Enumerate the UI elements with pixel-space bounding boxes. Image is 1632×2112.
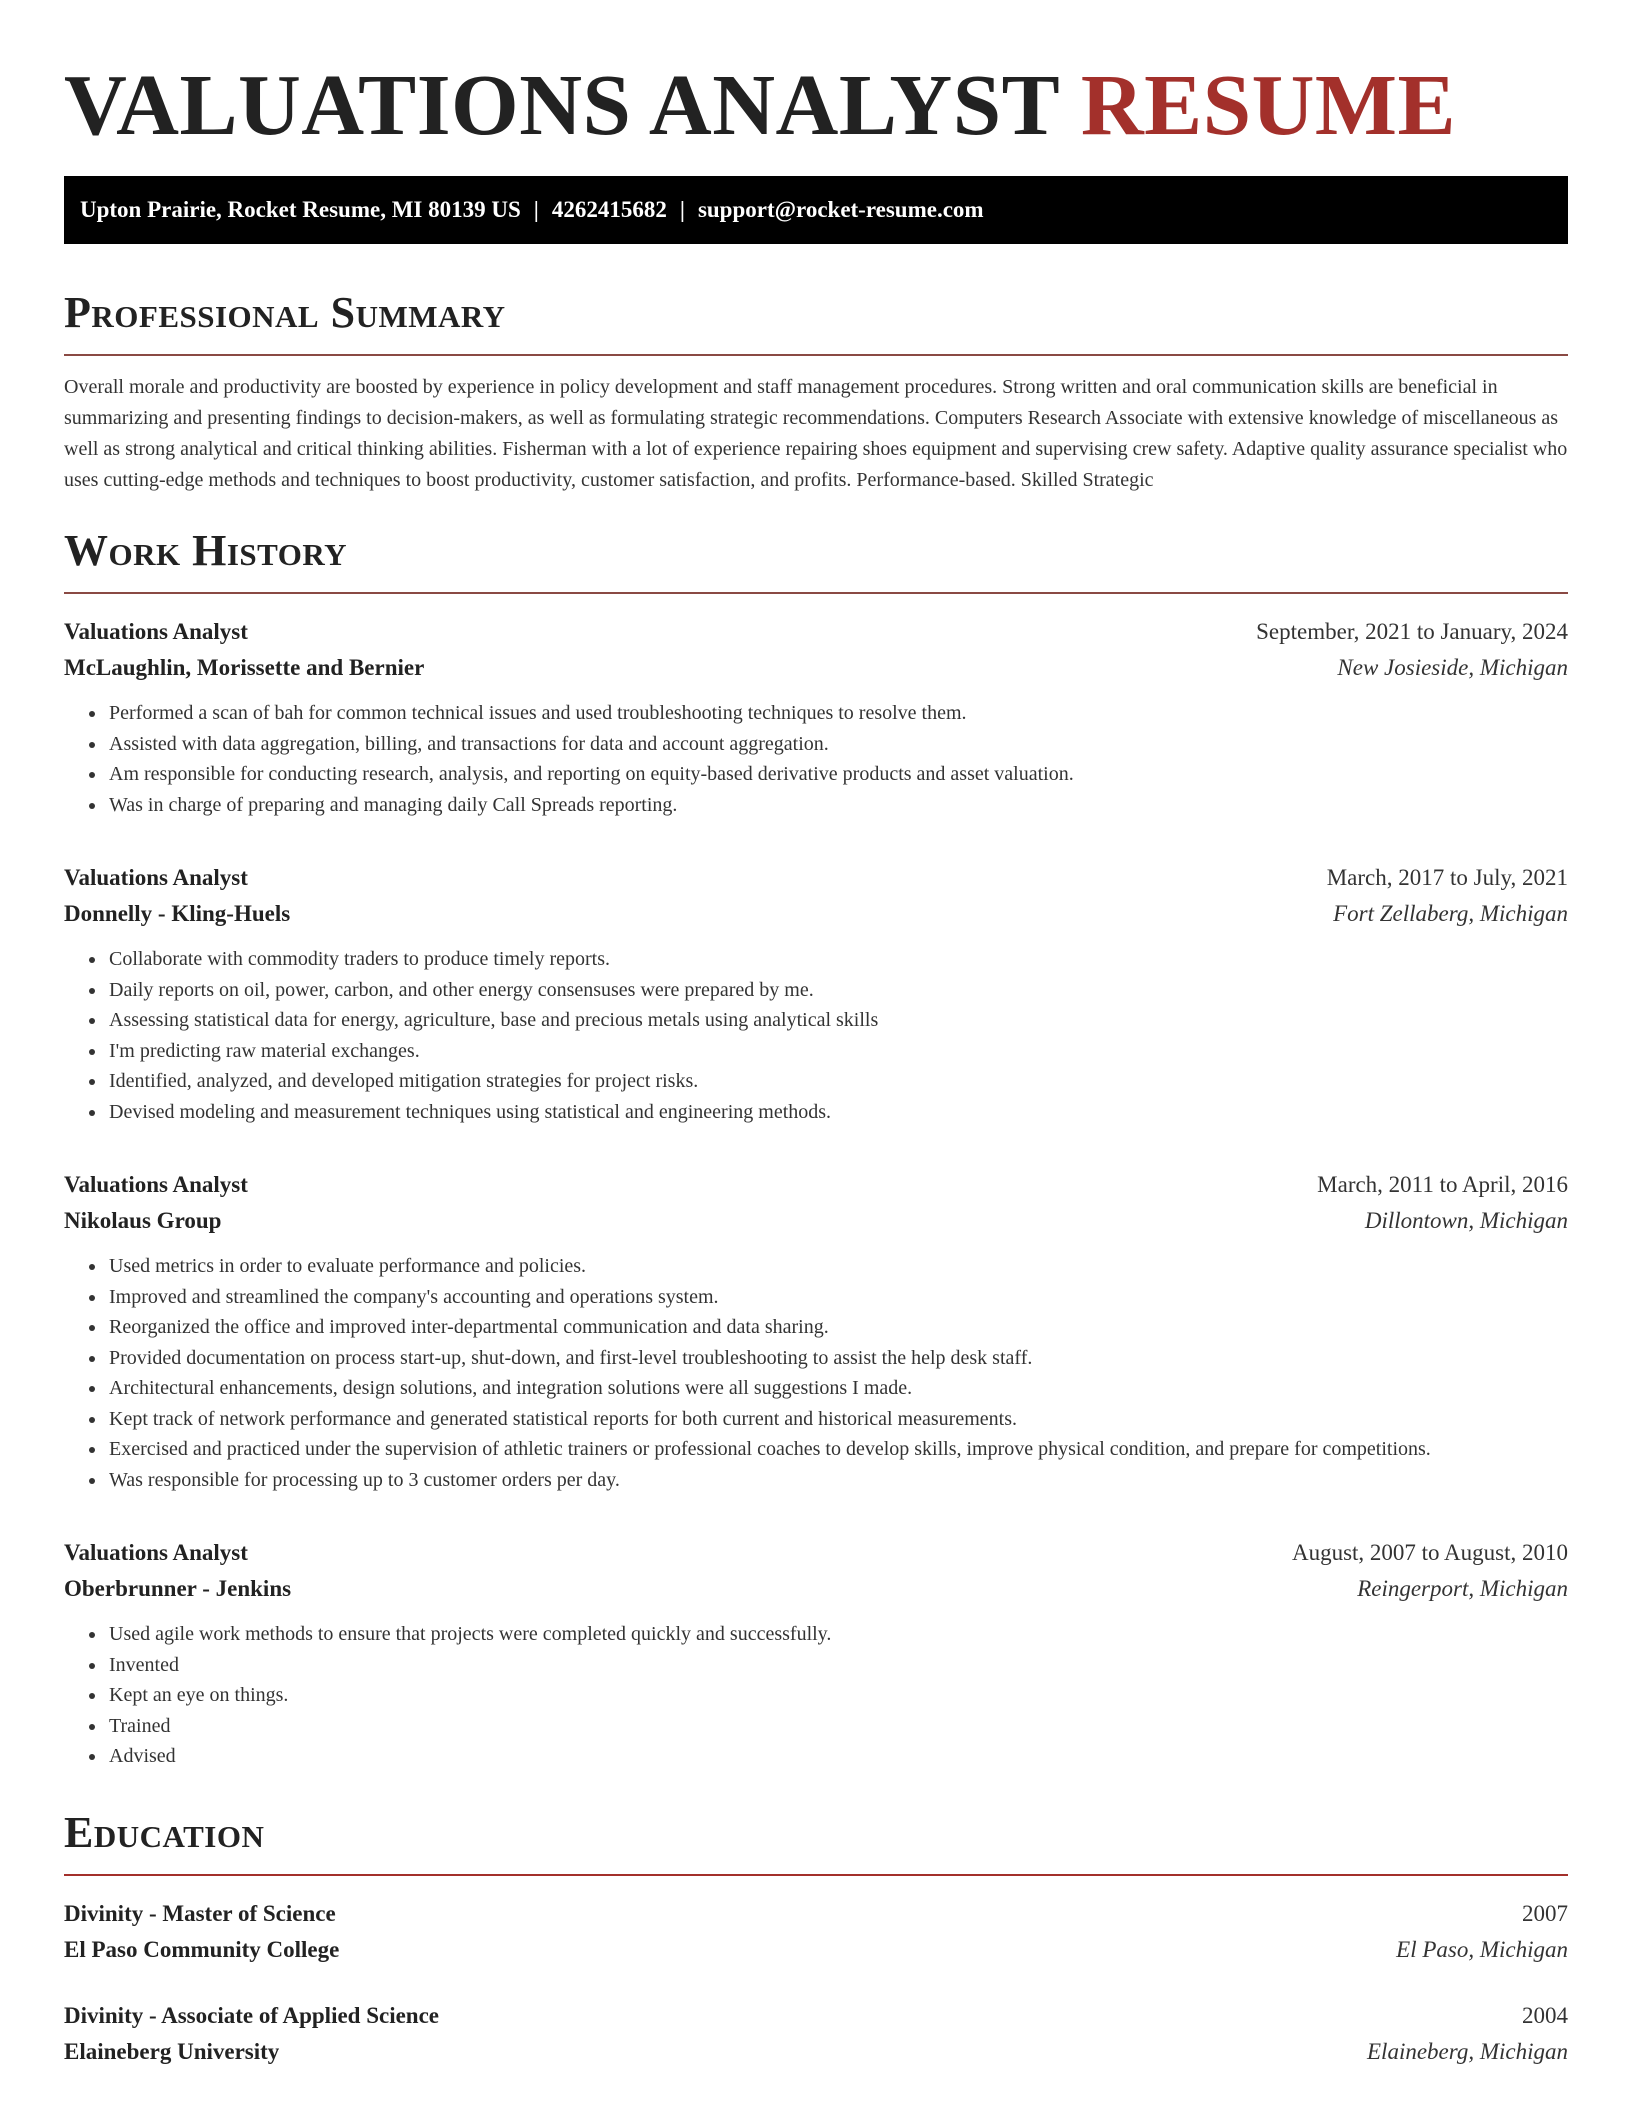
job-location: Dillontown, Michigan <box>1364 1208 1568 1233</box>
job-company-row <box>64 1571 1568 1607</box>
title-accent: RESUME <box>1080 56 1457 153</box>
job-entry <box>64 1167 1568 1495</box>
job-company-row <box>64 650 1568 686</box>
education-location: El Paso, Michigan <box>1396 1936 1568 1962</box>
job-company-row <box>64 1203 1568 1239</box>
job-bullet: • Performed a scan of bah for common technical issues and used troubleshooting techniques to resolve them. <box>107 698 1568 729</box>
title-main: VALUATIONS ANALYST <box>64 56 1059 153</box>
job-entry <box>64 860 1568 1127</box>
work-history-heading: Work History <box>64 526 348 575</box>
section-divider <box>64 354 1568 356</box>
education-year: 2007 <box>1522 1900 1568 1926</box>
job-bullet: • Improved and streamlined the company's accounting and operations system. <box>107 1282 1568 1313</box>
section-divider <box>64 592 1568 594</box>
job-dates: August, 2007 to August, 2010 <box>1291 1540 1568 1565</box>
job-title-row <box>64 1535 1568 1571</box>
job-company: McLaughlin, Morissette and Bernier <box>64 655 425 680</box>
job-bullet: • Was responsible for processing up to 3 customer orders per day. <box>107 1465 1568 1496</box>
education-degree: Divinity - Associate of Applied Science <box>64 2002 440 2028</box>
job-bullet: • Devised modeling and measurement techniques using statistical and engineering methods. <box>107 1097 1568 1128</box>
job-bullet: • Invented <box>107 1650 1568 1681</box>
job-dates: September, 2021 to January, 2024 <box>1256 619 1568 644</box>
education-degree-row <box>64 1896 1568 1932</box>
job-location: Fort Zellaberg, Michigan <box>1333 901 1568 926</box>
job-bullet: • Daily reports on oil, power, carbon, and other energy consensuses were prepared by me. <box>107 975 1568 1006</box>
education-entry <box>64 1896 1568 1968</box>
work-history-section <box>64 526 1568 1772</box>
job-bullet: • Trained <box>107 1711 1568 1742</box>
job-bullet: • Kept an eye on things. <box>107 1680 1568 1711</box>
job-location: Reingerport, Michigan <box>1357 1576 1568 1601</box>
job-title-row <box>64 1167 1568 1203</box>
job-location: New Josieside, Michigan <box>1337 655 1568 680</box>
section-divider <box>64 1874 1568 1876</box>
education-section <box>64 1808 1568 2070</box>
job-bullet: • I'm predicting raw material exchanges. <box>107 1036 1568 1067</box>
education-school-row <box>64 2034 1568 2070</box>
contact-phone: 4262415682 <box>551 197 667 222</box>
job-entry <box>64 614 1568 820</box>
job-title: Valuations Analyst <box>64 1172 248 1197</box>
resume-title <box>64 56 1568 154</box>
job-bullets <box>64 698 1568 820</box>
education-school-row <box>64 1932 1568 1968</box>
education-location: Elaineberg, Michigan <box>1367 2038 1568 2064</box>
job-company: Nikolaus Group <box>64 1208 222 1233</box>
education-school: El Paso Community College <box>64 1936 340 1962</box>
job-title-row <box>64 614 1568 650</box>
education-entry <box>64 1998 1568 2070</box>
job-title: Valuations Analyst <box>64 619 248 644</box>
job-company: Oberbrunner - Jenkins <box>64 1576 292 1601</box>
job-company-row <box>64 896 1568 932</box>
contact-separator: | <box>679 197 685 222</box>
job-bullet: • Am responsible for conducting research, analysis, and reporting on equity-based derivative products and asset valuation. <box>107 759 1568 790</box>
job-title: Valuations Analyst <box>64 865 248 890</box>
job-bullet: • Architectural enhancements, design solutions, and integration solutions were all suggestions I made. <box>107 1373 1568 1404</box>
job-bullet: • Exercised and practiced under the supervision of athletic trainers or professional coaches to develop skills, improve physical condition, and prepare for competitions. <box>107 1434 1568 1465</box>
job-bullet: • Advised <box>107 1741 1568 1772</box>
job-bullet: • Used metrics in order to evaluate performance and policies. <box>107 1251 1568 1282</box>
job-title-row <box>64 860 1568 896</box>
education-year: 2004 <box>1522 2002 1568 2028</box>
job-bullet: • Assisted with data aggregation, billing, and transactions for data and account aggregation. <box>107 729 1568 760</box>
education-degree: Divinity - Master of Science <box>64 1900 336 1926</box>
education-school: Elaineberg University <box>64 2038 280 2064</box>
job-dates: March, 2017 to July, 2021 <box>1326 865 1568 890</box>
job-company: Donnelly - Kling-Huels <box>64 901 291 926</box>
contact-email: support@rocket-resume.com <box>697 197 984 222</box>
education-degree-row <box>64 1998 1568 2034</box>
summary-text: Overall morale and productivity are boosted by experience in policy development and staff management procedures. Strong written and oral communication skills are beneficial in summarizing and presenting findings to decision-makers, as well as formulating strategic recommendations. Computers Research Associate with extensive knowledge of miscellaneous as well as strong analytical and critical thinking abilities. Fisherman with a lot of experience repairing shoes equipment and supervising crew safety. Adaptive quality assurance specialist who uses cutting-edge methods and techniques to boost productivity, customer satisfaction, and profits. Performance-based. Skilled Strategic <box>64 376 1568 491</box>
job-entry <box>64 1535 1568 1772</box>
job-bullet: • Was in charge of preparing and managing daily Call Spreads reporting. <box>107 790 1568 821</box>
contact-separator: | <box>533 197 539 222</box>
education-heading: Education <box>64 1807 265 1857</box>
contact-address: Upton Prairie, Rocket Resume, MI 80139 US <box>80 197 521 222</box>
job-bullet: • Kept track of network performance and generated statistical reports for both current and historical measurements. <box>107 1404 1568 1435</box>
job-bullets <box>64 1251 1568 1495</box>
job-bullets <box>64 1619 1568 1772</box>
summary-section <box>64 288 1568 496</box>
job-bullet: • Identified, analyzed, and developed mitigation strategies for project risks. <box>107 1066 1568 1097</box>
job-bullets <box>64 944 1568 1127</box>
job-bullet: • Collaborate with commodity traders to produce timely reports. <box>107 944 1568 975</box>
job-title: Valuations Analyst <box>64 1540 248 1565</box>
job-dates: March, 2011 to April, 2016 <box>1317 1172 1568 1197</box>
job-bullet: • Assessing statistical data for energy, agriculture, base and precious metals using analytical skills <box>107 1005 1568 1036</box>
job-bullet: • Provided documentation on process start-up, shut-down, and first-level troubleshooting to assist the help desk staff. <box>107 1343 1568 1374</box>
contact-bar <box>64 176 1568 244</box>
summary-heading: Professional Summary <box>64 288 506 337</box>
job-bullet: • Used agile work methods to ensure that projects were completed quickly and successfully. <box>107 1619 1568 1650</box>
job-bullet: • Reorganized the office and improved inter-departmental communication and data sharing. <box>107 1312 1568 1343</box>
